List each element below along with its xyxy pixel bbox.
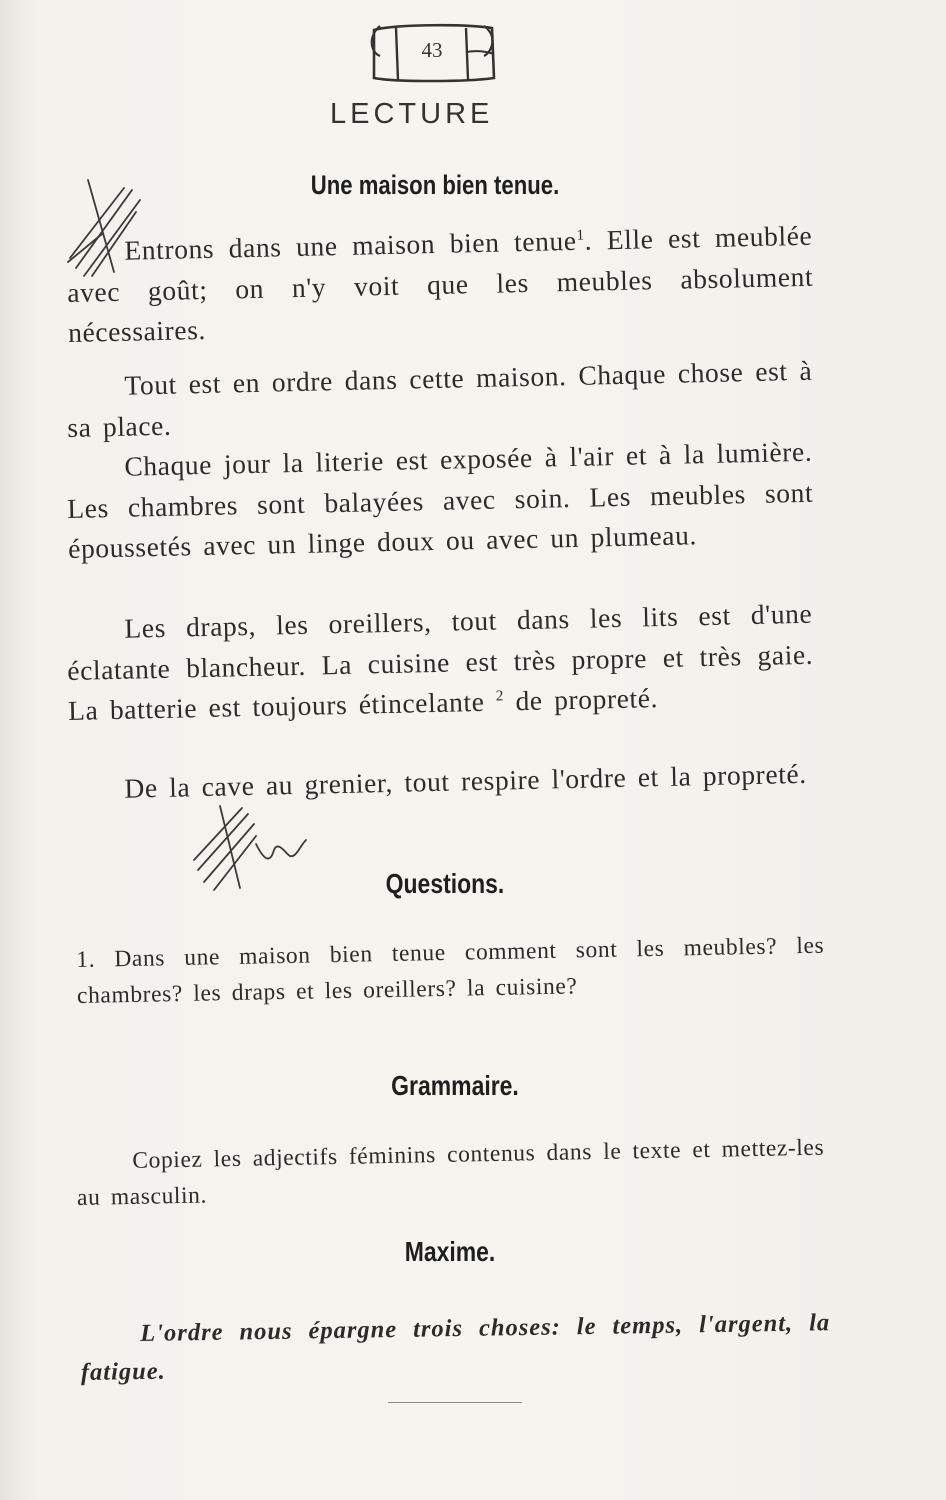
maxim-text: L'ordre nous épargne trois choses: le temps, l'argent, la fatigue. xyxy=(80,1309,831,1386)
footnote-ref-1: 1 xyxy=(576,227,585,244)
grammar-exercise: Copiez les adjectifs féminins contenus dans le texte et mettez-les au masculin. xyxy=(76,1134,825,1211)
reading-title: Une maison bien tenue. xyxy=(310,170,560,200)
reading-paragraph-1 xyxy=(66,216,814,354)
reading-paragraph-2: Tout est en ordre dans cette maison. Chaque chose est à sa place. xyxy=(66,354,813,443)
reading-paragraph-5: De la cave au grenier, tout respire l'ordre et la propreté. xyxy=(124,757,808,804)
maxim-title: Maxime. xyxy=(404,1236,496,1267)
section-title: LECTURE xyxy=(330,98,494,130)
page-number: 43 xyxy=(421,38,443,62)
reading-paragraph-1-text-after: . Elle est meublée avec goût; on n'y voit que les meubles absolument nécessaires. xyxy=(66,219,814,348)
reading-paragraph-3: Chaque jour la literie est exposée à l'air et à la lumière. Les chambres sont balayées avec soin. Les meubles sont époussetés avec un linge doux ou avec un plumeau. xyxy=(66,435,814,564)
reading-paragraph-1-text: Entrons dans une maison bien tenue xyxy=(124,224,577,266)
closing-rule xyxy=(388,1402,522,1403)
reading-paragraph-4-text: Les draps, les oreillers, tout dans les lits est d'une éclatante blancheur. La cuisine est très propre et très gaie. La batterie est toujours étincelante xyxy=(66,597,814,726)
questions-title: Questions. xyxy=(385,868,505,899)
pencil-check-scribble-icon xyxy=(190,800,310,896)
reading-paragraph-4 xyxy=(66,594,814,732)
grammar-title: Grammaire. xyxy=(391,1070,519,1101)
reading-paragraph-4-text-after: de propreté. xyxy=(503,682,659,717)
question-item: 1. Dans une maison bien tenue comment sont les meubles? les chambres? les draps et les oreillers? la cuisine? xyxy=(76,932,825,1009)
footnote-ref-2: 2 xyxy=(495,688,505,705)
